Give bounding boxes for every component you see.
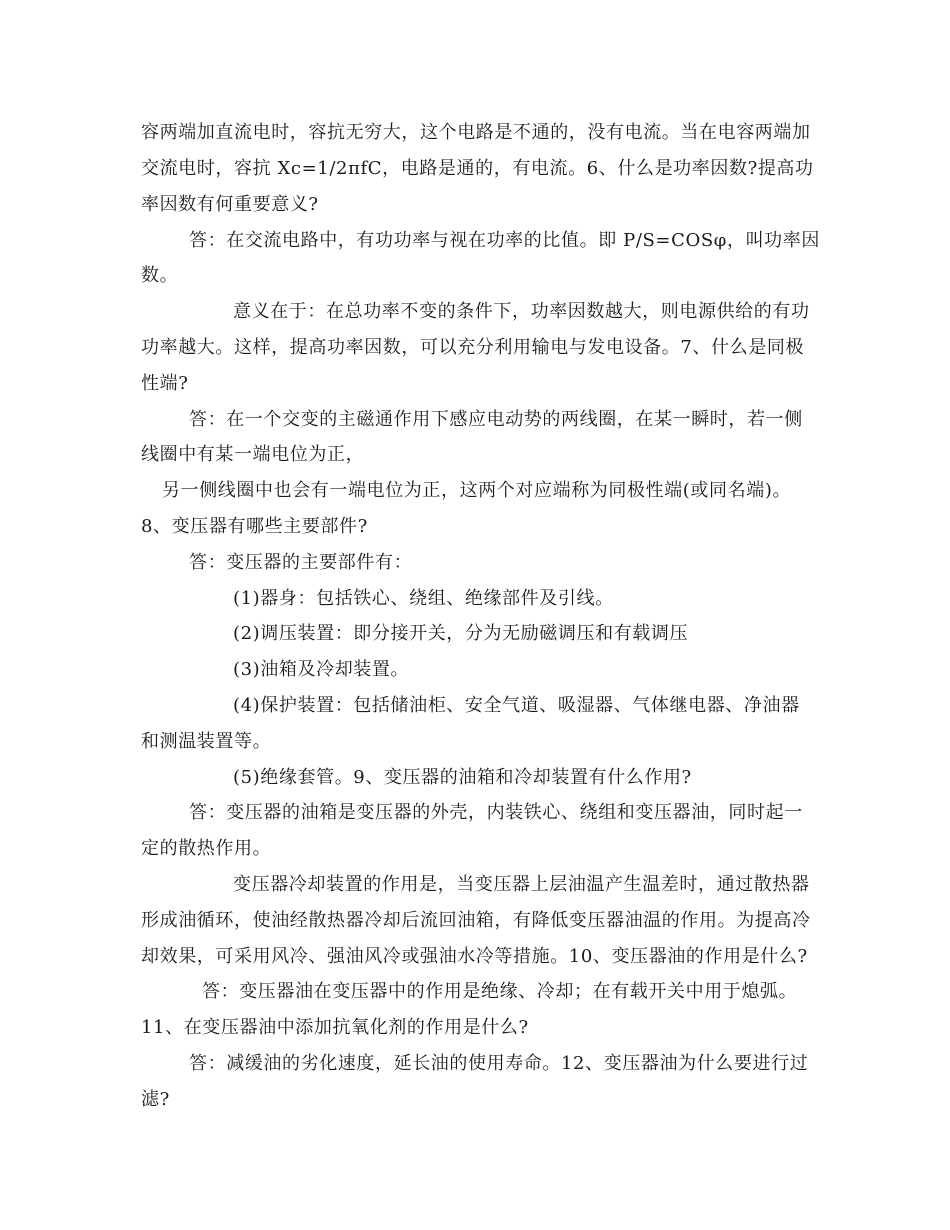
text-line: 滤?	[141, 1089, 170, 1110]
text-line: 变压器冷却装置的作用是，当变压器上层油温产生温差时，通过散热器	[233, 874, 810, 895]
text-line: 11、在变压器油中添加抗氧化剂的作用是什么?	[141, 1017, 529, 1038]
text-line: 答：在交流电路中，有功功率与视在功率的比值。即 P/S=COSφ，叫功率因	[189, 230, 820, 251]
text-line: (2)调压装置：即分接开关，分为无励磁调压和有载调压	[233, 623, 689, 644]
text-line: 答：变压器的油箱是变压器的外壳，内装铁心、绕组和变压器油，同时起一	[189, 802, 803, 823]
text-line: 功率越大。这样，提高功率因数，可以充分利用输电与发电设备。7、什么是同极	[141, 337, 805, 358]
text-line: 却效果，可采用风冷、强油风冷或强油水冷等措施。10、变压器油的作用是什么?	[141, 946, 808, 967]
text-line: (4)保护装置：包括储油柜、安全气道、吸湿器、气体继电器、净油器	[233, 695, 800, 716]
text-line: (1)器身：包括铁心、绕组、绝缘部件及引线。	[233, 588, 614, 609]
text-line: 率因数有何重要意义?	[141, 194, 319, 215]
text-line: 线圈中有某一端电位为正，	[141, 444, 365, 465]
text-line: 意义在于：在总功率不变的条件下，功率因数越大，则电源供给的有功	[233, 301, 810, 322]
text-line: 交流电时，容抗 Xc=1/2πfC，电路是通的，有电流。6、什么是功率因数?提高功	[141, 158, 814, 179]
text-line: (5)绝缘套管。9、变压器的油箱和冷却装置有什么作用?	[233, 767, 692, 788]
text-line: 形成油循环，使油经散热器冷却后流回油箱，有降低变压器油温的作用。为提高冷	[141, 910, 811, 931]
text-line: 和测温装置等。	[141, 731, 272, 752]
text-line: 答：减缓油的劣化速度，延长油的使用寿命。12、变压器油为什么要进行过	[189, 1053, 809, 1074]
text-line: 答：变压器的主要部件有：	[189, 552, 413, 573]
text-line: (3)油箱及冷却装置。	[233, 659, 410, 680]
text-line: 性端?	[141, 373, 189, 394]
text-line: 另一侧线圈中也会有一端电位为正，这两个对应端称为同极性端(或同名端)。	[162, 480, 792, 501]
text-line: 答：在一个交变的主磁通作用下感应电动势的两线圈，在某一瞬时，若一侧	[189, 409, 803, 430]
text-line: 数。	[141, 265, 179, 286]
text-line: 定的散热作用。	[141, 838, 272, 859]
text-line: 容两端加直流电时，容抗无穷大，这个电路是不通的，没有电流。当在电容两端加	[141, 122, 811, 143]
text-line: 答：变压器油在变压器中的作用是绝缘、冷却；在有载开关中用于熄弧。	[202, 981, 798, 1002]
text-line: 8、变压器有哪些主要部件?	[141, 516, 368, 537]
